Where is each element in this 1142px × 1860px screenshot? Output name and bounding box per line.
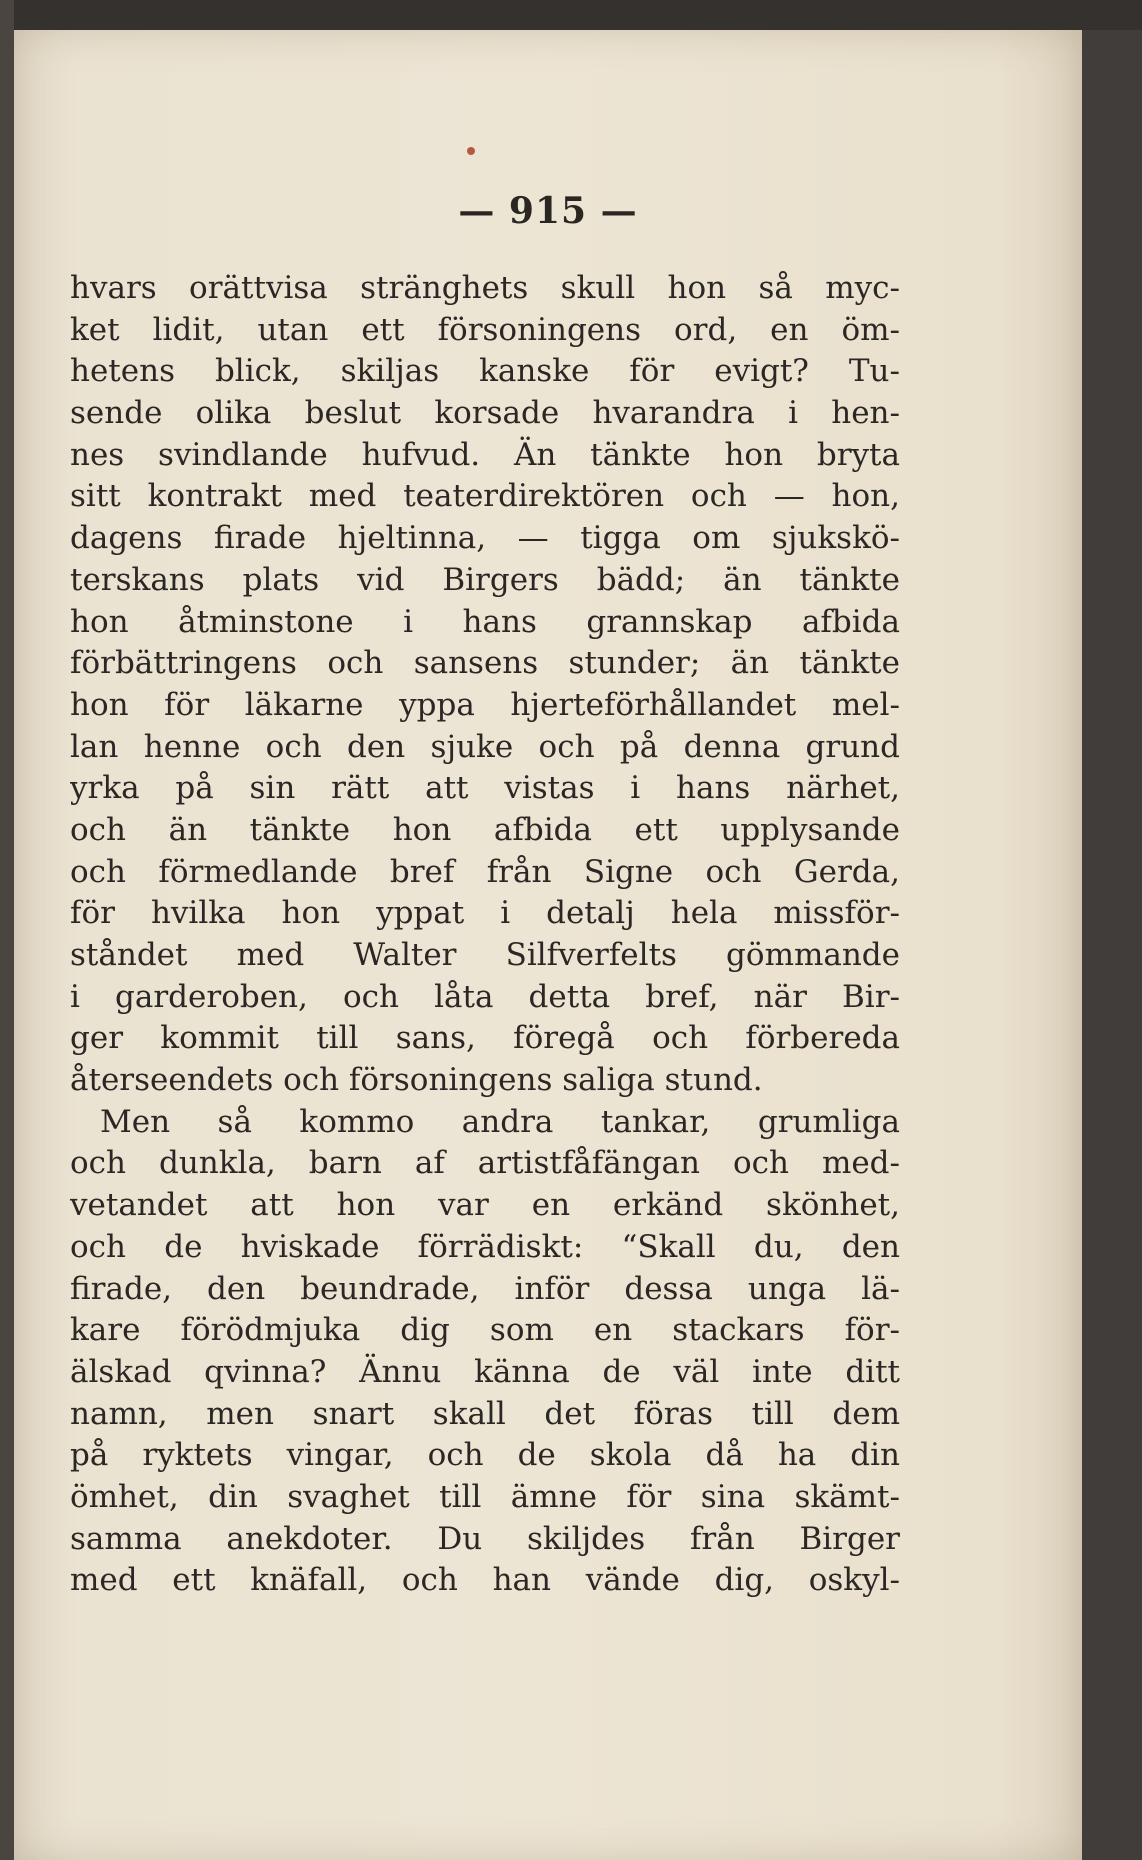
text-line: återseendets och försoningens saliga stund. (70, 1062, 763, 1099)
text-line: sende olika beslut korsade hvarandra i hen- (70, 395, 900, 432)
text-line: vetandet att hon var en erkänd skönhet, (70, 1187, 900, 1224)
text-line: dagens firade hjeltinna, — tigga om sjukskö- (70, 520, 900, 557)
text-line: hvars orättvisa stränghets skull hon så myc- (70, 270, 900, 306)
text-line: sitt kontrakt med teaterdirektören och — hon, (70, 478, 900, 515)
text-line: terskans plats vid Birgers bädd; än tänkte (70, 561, 900, 598)
page-sheet (14, 30, 1082, 1860)
text-line: och än tänkte hon afbida ett upplysande (70, 811, 900, 848)
page-number: — 915 — (458, 190, 638, 232)
text-line: med ett knäfall, och han vände dig, oskyl- (70, 1562, 900, 1599)
text-line: kare förödmjuka dig som en stackars för- (70, 1312, 900, 1349)
text-line: och de hviskade förrädiskt: “Skall du, den (70, 1228, 900, 1265)
text-line: nes svindlande hufvud. Än tänkte hon bryta (70, 436, 900, 473)
text-line: förbättringens och sansens stunder; än tänkte (70, 645, 900, 682)
text-line: yrka på sin rätt att vistas i hans närhet, (70, 770, 900, 807)
text-line: samma anekdoter. Du skiljdes från Birger (70, 1520, 900, 1557)
text-line: Men så kommo andra tankar, grumliga (100, 1103, 900, 1140)
text-line: och dunkla, barn af artistfåfängan och med- (70, 1145, 900, 1182)
book-spine-edge (0, 0, 14, 1860)
text-line: namn, men snart skall det föras till dem (70, 1395, 900, 1432)
text-line: firade, den beundrade, inför dessa unga lä- (70, 1270, 900, 1307)
text-line: hetens blick, skiljas kanske för evigt? Tu- (70, 353, 900, 390)
body-text (70, 268, 900, 1602)
text-line: hon åtminstone i hans grannskap afbida (70, 603, 900, 640)
text-line: på ryktets vingar, och de skola då ha din (70, 1437, 900, 1474)
text-line: ståndet med Walter Silfverfelts gömmande (70, 937, 900, 973)
text-line: i garderoben, och låta detta bref, när Bir- (70, 978, 900, 1015)
text-line: ket lidit, utan ett försoningens ord, en öm- (70, 311, 900, 348)
text-line: lan henne och den sjuke och på denna grund (70, 728, 900, 765)
text-line: och förmedlande bref från Signe och Gerda, (70, 853, 900, 890)
scanner-background-top (0, 0, 1142, 30)
ink-spot (467, 147, 475, 155)
text-line: älskad qvinna? Ännu känna de väl inte ditt (70, 1353, 900, 1390)
text-line: ömhet, din svaghet till ämne för sina skämt- (70, 1478, 900, 1515)
text-line: för hvilka hon yppat i detalj hela missför- (70, 895, 900, 932)
text-line: hon för läkarne yppa hjerteförhållandet mel- (70, 686, 900, 723)
text-line: ger kommit till sans, föregå och förbereda (70, 1020, 900, 1057)
